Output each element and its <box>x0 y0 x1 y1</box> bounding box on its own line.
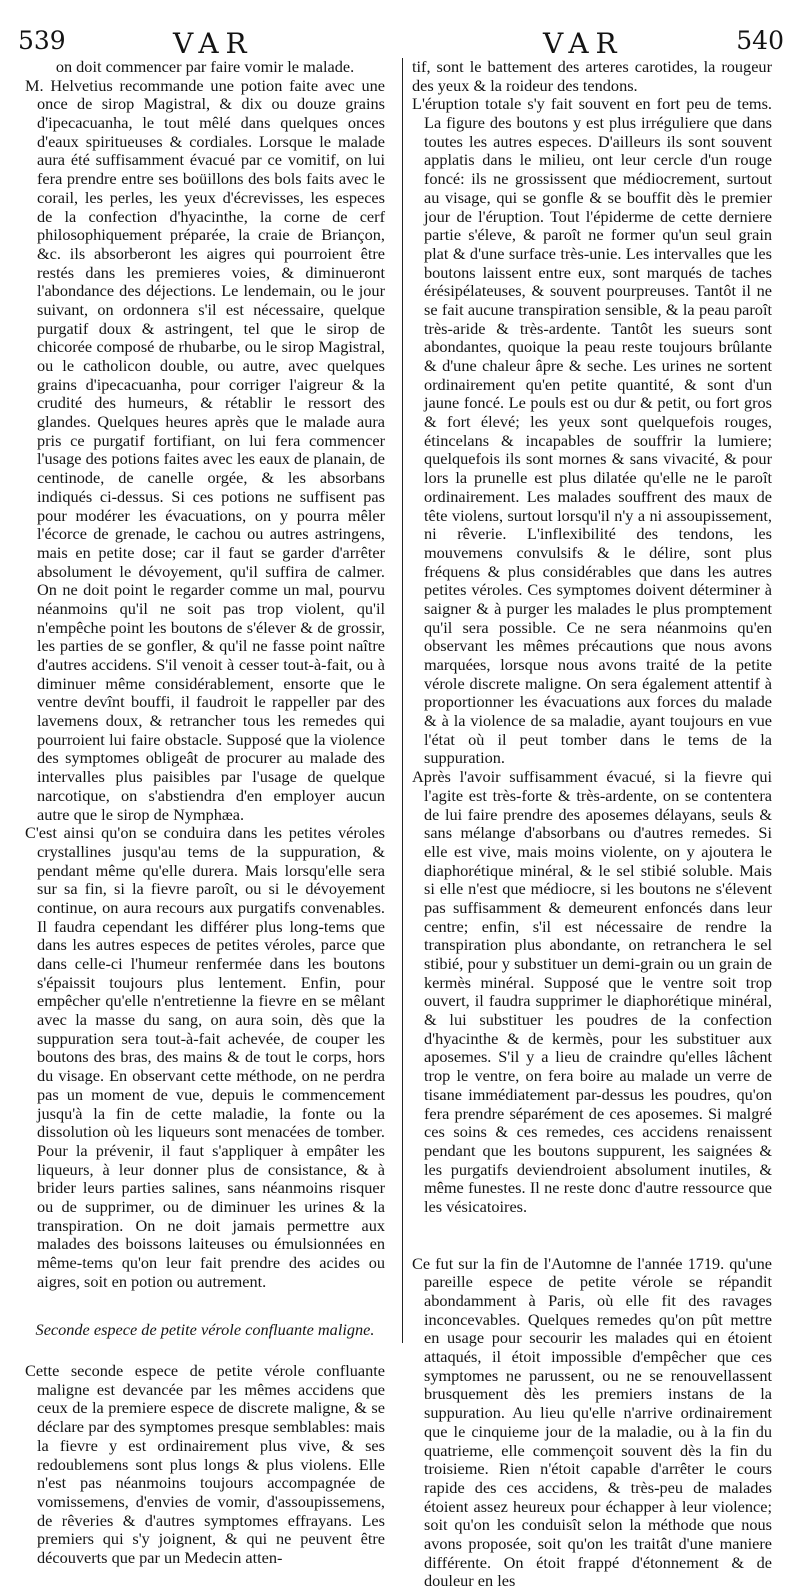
paragraph: C'est ainsi qu'on se conduira dans les petites véroles crystallines jusqu'au tems de la suppuration, & pendant même qu'elle durera. Mais lorsqu'elle sera sur sa fin, si la fievre paroît, ou si le dévoyement continue, on aura recours aux purgatifs convenables. Il faudra cependant les différer plus long-tems que dans les autres especes de petites véroles, parce que dans celle-ci l'humeur renfermée dans les boutons s'épaissit toujours plus lentement. Enfin, pour empêcher qu'elle n'entretienne la fievre en se mêlant avec la masse du sang, on aura soin, dès que la suppuration sera tout-à-fait achevée, de couper les boutons des bras, des mains & de tout le corps, hors du visage. En observant cette méthode, on ne perdra pas un moment de vue, depuis le commencement jusqu'à la fin de cette maladie, la fonte ou la dissolution où les liqueurs sont menacées de tomber. Pour la prévenir, il faut s'appliquer à empâter les liqueurs, à leur donner plus de consistance, & à brider leurs parties salines, sans néanmoins risquer ou de supprimer, ou de diminuer les urines & la transpiration. On ne doit jamais permettre aux malades des boissons laiteuses ou émulsionnées en même-tems qu'on leur fait prendre des acides ou aigres, soit en potion ou autrement. <box>25 823 385 1291</box>
right-page-number: 540 <box>736 26 784 55</box>
right-running-title: VAR <box>543 27 624 60</box>
paragraph: Cette seconde espece de petite vérole confluante maligne est devancée par les mêmes accidens que ceux de la premiere espece de discrete maligne, & se déclare par des symptomes presque semblables: mais la fievre y est ordinairement plus vive, & ses redoublemens sont plus longs & plus violens. Elle n'est pas néanmoins toujours accompagnée de vomissemens, d'envies de vomir, d'assoupissemens, de rêveries & d'autres symptomes effrayans. Les premiers qui s'y joignent, & qui ne peuvent être découverts que par un Medecin atten- <box>25 1361 385 1567</box>
right-column <box>412 57 772 1591</box>
section-heading: Seconde espece de petite vérole confluante maligne. <box>35 1320 375 1340</box>
page-header <box>18 20 784 60</box>
column-divider <box>402 58 403 1343</box>
paragraph: Après l'avoir suffisamment évacué, si la fievre qui l'agite est très-forte & très-ardente, on se contentera de lui faire prendre des aposemes délayans, seuls & sans mélange d'absorbans ou d'autres remedes. Si elle est vive, mais moins violente, on y ajoutera le diaphorétique minéral, & le sel stibié soluble. Mais si elle n'est que médiocre, si les boutons ne s'élevent pas suffisamment & demeurent enfoncés dans leur centre; enfin, s'il est nécessaire de rendre la transpiration plus abondante, on retranchera le sel stibié, pour y substituer un demi-grain ou un grain de kermès minéral. Supposé que le ventre soit trop ouvert, il faudra supprimer le diaphorétique minéral, & lui substituer les poudres de la confection d'hyacinthe & de kermès, pour les substituer aux aposemes. S'il y a lieu de craindre qu'elles lâchent trop le ventre, on fera boire au malade un verre de tisane immédiatement par-dessus les poudres, qu'on fera prendre séparément de ces aposemes. Si malgré ces soins & ces remedes, ces accidens renaissent pendant que les boutons suppurent, les saignées & les purgatifs deviendroient absolument inutiles, & même funestes. Il ne reste donc d'autre ressource que les vésicatoires. <box>412 767 772 1216</box>
left-running-title: VAR <box>173 27 254 60</box>
paragraph: on doit commencer par faire vomir le malade. <box>55 57 355 76</box>
paragraph: L'éruption totale s'y fait souvent en fort peu de tems. La figure des boutons y est plus irréguliere que dans toutes les autres especes. D'ailleurs ils sont souvent applatis dans le milieu, ont leur cercle d'un rouge foncé: ils ne grossissent que médiocrement, surtout au visage, qui se gonfle & se bouffit dès le premier jour de l'éruption. Tout l'épiderme de cette derniere partie s'éleve, & paroît ne former qu'un seul grain plat & d'une surface très-unie. Les intervalles que les boutons laissent entre eux, sont marqués de taches érésipélateuses, & souvent pourpreuses. Tantôt il ne se fait aucune transpiration sensible, & la peau paroît très-aride & très-ardente. Tantôt les sueurs sont abondantes, quoique la peau reste toujours brûlante & d'une chaleur âpre & seche. Les urines ne sortent ordinairement qu'en petite quantité, & sont d'un jaune foncé. Le pouls est ou dur & petit, ou fort gros & fort élevé; les yeux sont quelquefois rouges, étincelans & incapables de souffrir la lumiere; quelquefois ils sont mornes & sans vivacité, & pour lors la prunelle est plus dilatée qu'elle ne le paroît ordinairement. Les malades souffrent des maux de tête violens, surtout lorsqu'il n'y a ni assoupissement, ni rêverie. L'inflexibilité des tendons, les mouvemens convulsifs & le délire, sont plus fréquens & plus considérables que dans les autres petites véroles. Ces symptomes doivent déterminer à saigner & à purger les malades le plus promptement qu'il sera possible. Ce ne sera néanmoins qu'en observant les mêmes précautions que nous avons marquées, lorsque nous avons traité de la petite vérole discrete maligne. On sera également attentif à proportionner les évacuations aux forces du malade & à la violence de sa maladie, ayant toujours en vue l'état où il peut tomber dans le tems de la suppuration. <box>412 94 772 768</box>
paragraph: M. Helvetius recommande une potion faite avec une once de sirop Magistral, & dix ou douze grains d'ipecacuanha, le tout mêlé dans quelques onces d'eaux spiritueuses & cordiales. Lorsque le malade aura été suffisamment évacué par ce vomitif, on lui fera prendre entre ses boüillons des bols faits avec le corail, les perles, les yeux d'écrevisses, les especes de la confection d'hyacinthe, la corne de cerf philosophiquement préparée, la craie de Briançon, &c. ils absorberont les aigres qui pourroient être restés dans les premieres voies, & diminueront l'abondance des déjections. Le lendemain, ou le jour suivant, on ordonnera s'il est nécessaire, quelque purgatif doux & astringent, tel que le sirop de chicorée composé de rhubarbe, ou le sirop Magistral, ou le catholicon double, ou autre, avec quelques grains d'ipecacuanha, pour corriger l'aigreur & la crudité des humeurs, & rétablir le ressort des glandes. Quelques heures après que le malade aura pris ce purgatif fortifiant, on lui fera commencer l'usage des potions faites avec les eaux de planain, de centinode, de canelle orgée, & les absorbans indiqués ci-dessus. Si ces potions ne suffisent pas pour modérer les évacuations, on y pourra mêler l'écorce de grenade, le cachou ou autres astringens, mais en petite dose; car il faut se garder d'arrêter absolument le dévoyement, qu'il suffira de calmer. On ne doit point le regarder comme un mal, pourvu néanmoins qu'il ne soit pas trop violent, qu'il n'empêche point les boutons de s'élever & de grossir, les parties de se gonfler, & qu'il ne fasse point naître d'autres accidens. S'il venoit à cesser tout-à-fait, ou à diminuer même considérablement, ensorte que le ventre devînt bouffi, il faudroit le rappeller par des lavemens doux, & retrancher tous les remedes qui pourroient lui faire obstacle. Supposé que la violence des symptomes obligeât de procurer au malade des intervalles plus paisibles par l'usage de quelque narcotique, on s'abstiendra d'en employer aucun autre que le sirop de Nymphæa. <box>25 75 385 824</box>
left-column <box>25 57 385 1567</box>
paragraph: tif, sont le battement des arteres carotides, la rougeur des yeux & la roideur des tendons. <box>412 57 772 95</box>
paragraph: Ce fut sur la fin de l'Automne de l'année 1719. qu'une pareille espece de petite vérole se répandit abondamment à Paris, où elle fit des ravages inconcevables. Quelques remedes qu'on pût mettre en usage pour secourir les malades qui en étoient attaqués, il étoit impossible d'empêcher que ces symptomes ne parussent, ou ne se renouvellassent brusquement dès les premiers instans de la suppuration. Au lieu qu'elle n'arrive ordinairement que le cinquieme jour de la maladie, ou à la fin du quatrieme, elle commençoit souvent dès la fin du troisieme. Rien n'étoit capable d'arrêter le cours rapide des ces accidens, & très-peu de malades étoient assez heureux pour échapper à leur violence; soit qu'on les conduisît selon la méthode que nous avons proposée, soit qu'on les traitât d'une maniere différente. On étoit frappé d'étonnement & de douleur en les <box>412 1253 772 1591</box>
left-page-number: 539 <box>18 26 66 55</box>
